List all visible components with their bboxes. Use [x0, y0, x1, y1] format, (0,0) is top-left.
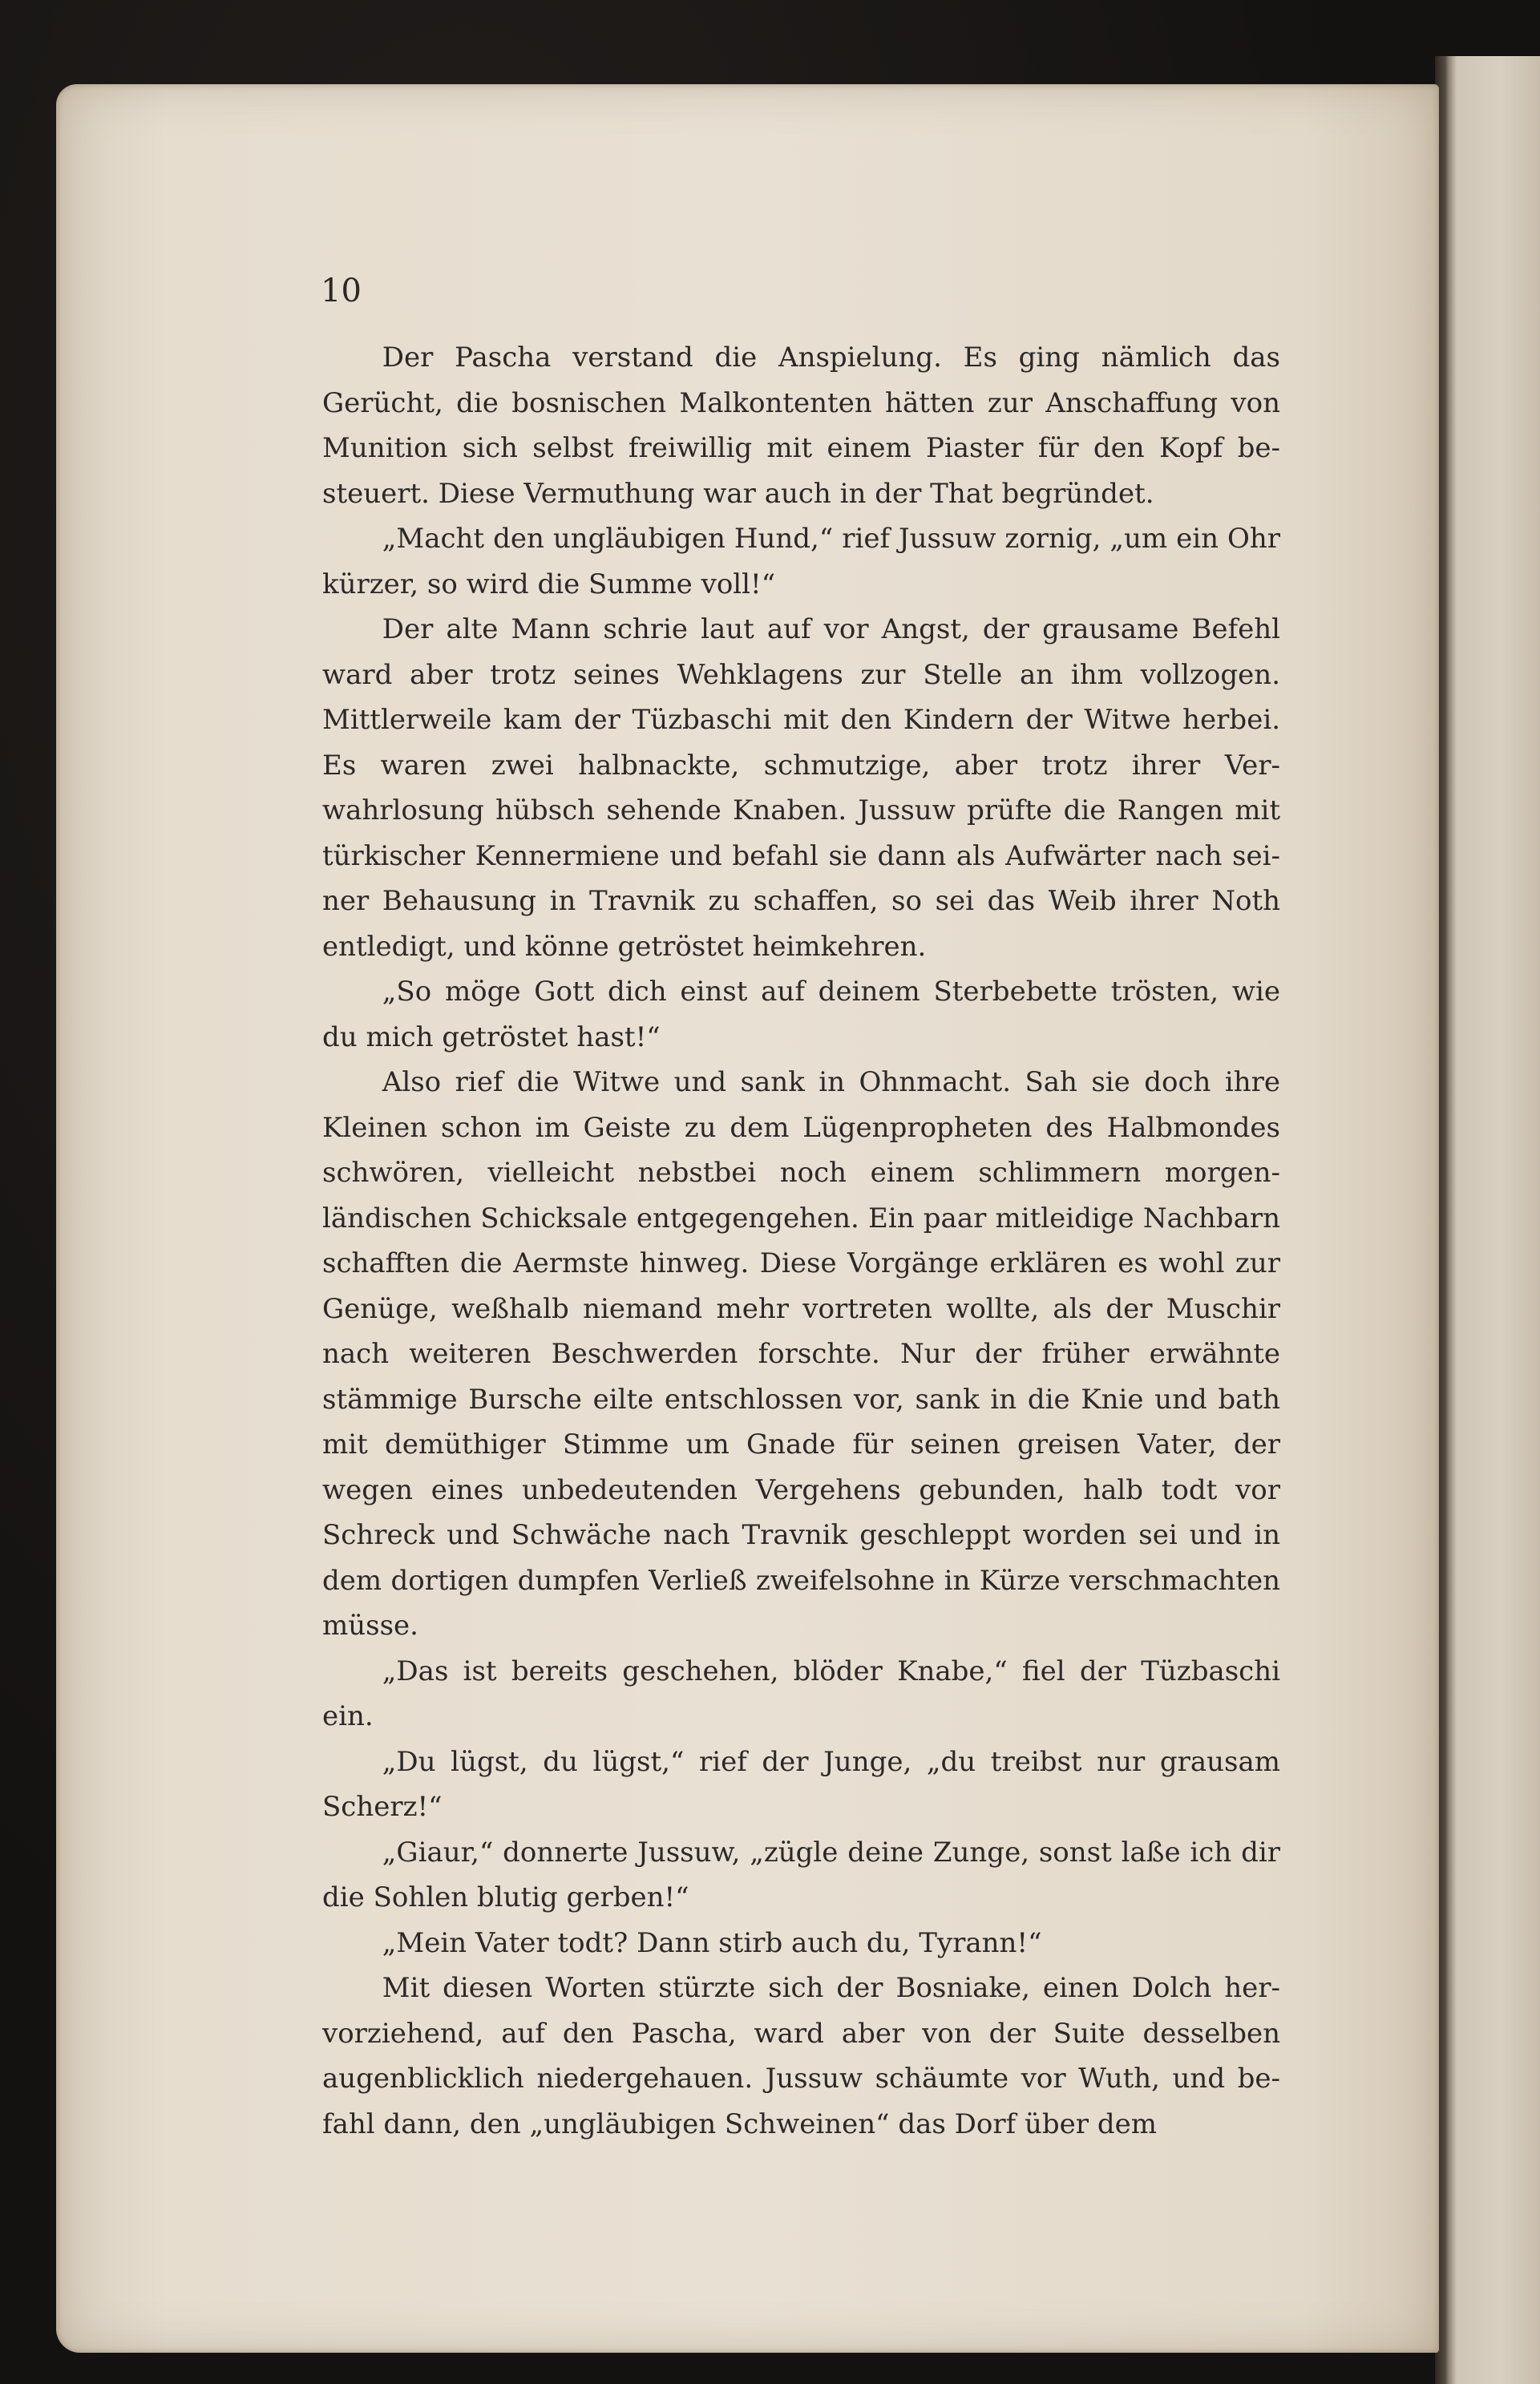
paragraph: Mit diesen Worten stürzte sich der Bosniake, einen Dolch hervorziehend, auf den Pascha, ward aber von der Suite desselben augenblicklich niedergehauen. Jussuw schäumte vor Wuth, und befahl dann, den „ungläubigen Schweinen“ das Dorf über dem	[322, 1972, 1280, 2140]
paragraph: Der Pascha verstand die Anspielung. Es ging nämlich das Gerücht, die bosnischen Malkontenten hätten zur Anschaffung von Munition sich selbst freiwillig mit einem Piaster für den Kopf besteuert. Diese Vermuthung war auch in der That begründet.	[322, 341, 1280, 510]
paragraph: „So möge Gott dich einst auf deinem Sterbebette trösten, wie du mich getröstet hast!“	[322, 976, 1280, 1053]
paragraph: Also rief die Witwe und sank in Ohnmacht. Sah sie doch ihre Kleinen schon im Geiste zu dem Lügenpropheten des Halbmondes schwören, vielleicht nebstbei noch einem schlimmern morgenländischen Schicksale entgegengehen. Ein paar mitleidige Nachbarn schafften die Aermste hinweg. Diese Vorgänge erklären es wohl zur Genüge, weßhalb niemand mehr vortreten wollte, als der Muschir nach weiteren Beschwerden forschte. Nur der früher erwähnte stämmige Bursche eilte entschlossen vor, sank in die Knie und bath mit demüthiger Stimme um Gnade für seinen greisen Vater, der wegen eines unbedeutenden Vergehens gebunden, halb todt vor Schreck und Schwäche nach Travnik geschleppt worden sei und in dem dortigen dumpfen Verließ zweifelsohne in Kürze verschmachten müsse.	[322, 1066, 1280, 1642]
page-number: 10	[321, 273, 362, 309]
paragraph: Der alte Mann schrie laut auf vor Angst, der grausame Befehl ward aber trotz seines Wehklagens zur Stelle an ihm vollzogen. Mittlerweile kam der Tüzbaschi mit den Kindern der Witwe herbei. Es waren zwei halbnackte, schmutzige, aber trotz ihrer Verwahrlosung hübsch sehende Knaben. Jussuw prüfte die Rangen mit türkischer Kennermiene und befahl sie dann als Aufwärter nach seiner Behausung in Travnik zu schaffen, so sei das Weib ihrer Noth entledigt, und könne getröstet heimkehren.	[322, 613, 1280, 963]
paragraph: „Das ist bereits geschehen, blöder Knabe,“ fiel der Tüzbaschi ein.	[322, 1655, 1280, 1732]
paragraph: „Macht den ungläubigen Hund,“ rief Jussuw zornig, „um ein Ohr kürzer, so wird die Summe voll!“	[322, 523, 1280, 600]
paragraph: „Mein Vater todt? Dann stirb auch du, Tyrann!“	[382, 1926, 1042, 1959]
paragraph: „Du lügst, du lügst,“ rief der Junge, „du treibst nur grausam Scherz!“	[322, 1745, 1280, 1823]
facing-page-edge	[1443, 56, 1540, 2384]
body-text	[322, 335, 1280, 2147]
paragraph: „Giaur,“ donnerte Jussuw, „zügle deine Zunge, sonst laße ich dir die Sohlen blutig gerben!“	[322, 1836, 1280, 1913]
